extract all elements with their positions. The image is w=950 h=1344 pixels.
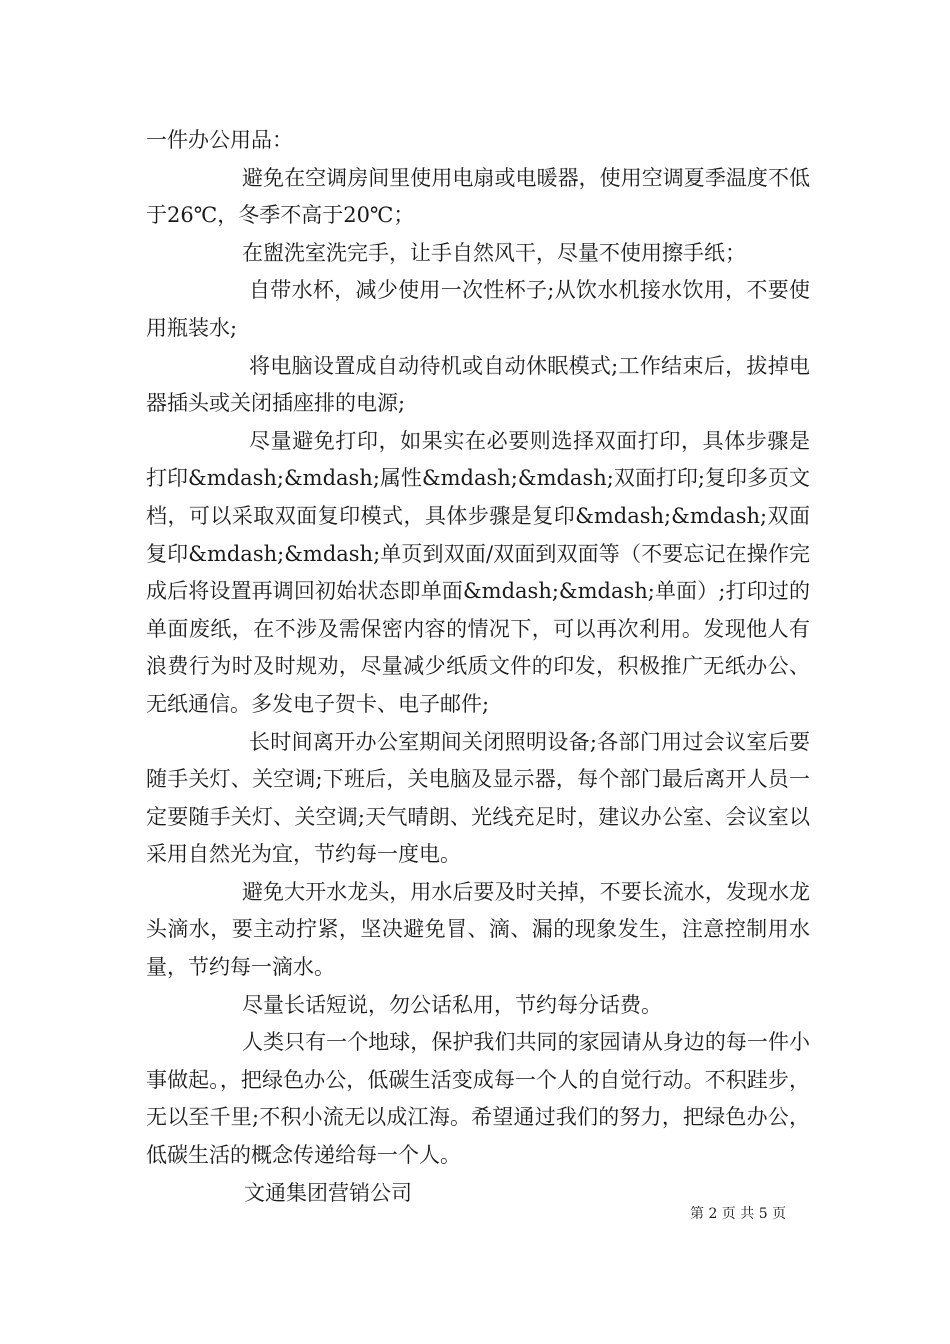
paragraph-water-tap: 避免大开水龙头，用水后要及时关掉，不要长流水，发现水龙头滴水，要主动拧紧，坚决避免冒、滴、漏的现象发生，注意控制用水量，节约每一滴水。	[146, 879, 810, 980]
paragraph-lighting: 长时间离开办公室期间关闭照明设备;各部门用过会议室后要随手关灯、关空调;下班后，关电脑及显示器，每个部门最后离开人员一定要随手关灯、关空调;天气晴朗、光线充足时，建议办公室、会议室以采用自然光为宜，节约每一度电。	[146, 729, 810, 867]
paragraph-printing: 尽量避免打印，如果实在必要则选择双面打印，具体步骤是打印&mdash;&mdash;属性&mdash;&mdash;双面打印;复印多页文档，可以采取双面复印模式，具体步骤是复印&mdash;&mdash;双面复印&mdash;&mdash;单页到双面/双面到双面等（不要忘记在操作完成后将设置再调回初始状态即单面&mdash;&mdash;单面）;打印过的单面废纸，在不涉及需保密内容的情况下，可以再次利用。发现他人有浪费行为时及时规劝，尽量减少纸质文件的印发，积极推广无纸办公、无纸通信。多发电子贺卡、电子邮件;	[146, 428, 810, 716]
paragraph-phone-calls: 尽量长话短说，勿公话私用，节约每分话费。	[242, 992, 662, 1017]
page-number: 第 2 页 共 5 页	[690, 1206, 787, 1222]
paragraph-office-supplies: 一件办公用品：	[146, 128, 293, 152]
signature: 文通集团营销公司	[244, 1180, 412, 1205]
paragraph-air-conditioning: 避免在空调房间里使用电扇或电暖器，使用空调夏季温度不低于26℃，冬季不高于20℃；	[146, 165, 810, 228]
paragraph-computer-standby: 将电脑设置成自动待机或自动休眠模式;工作结束后，拔掉电器插头或关闭插座排的电源;	[146, 353, 810, 416]
paragraph-conclusion: 人类只有一个地球，保护我们共同的家园请从身边的每一件小事做起。，把绿色办公，低碳生活变成每一个人的自觉行动。不积跬步，无以至千里;不积小流无以成江海。希望通过我们的努力，把绿色办公，低碳生活的概念传递给每一个人。	[146, 1030, 810, 1168]
document-body	[146, 122, 810, 1212]
paragraph-hand-drying: 在盥洗室洗完手，让手自然风干，尽量不使用擦手纸；	[242, 240, 746, 265]
paragraph-water-cup: 自带水杯，减少使用一次性杯子;从饮水机接水饮用，不要使用瓶装水;	[146, 278, 810, 340]
